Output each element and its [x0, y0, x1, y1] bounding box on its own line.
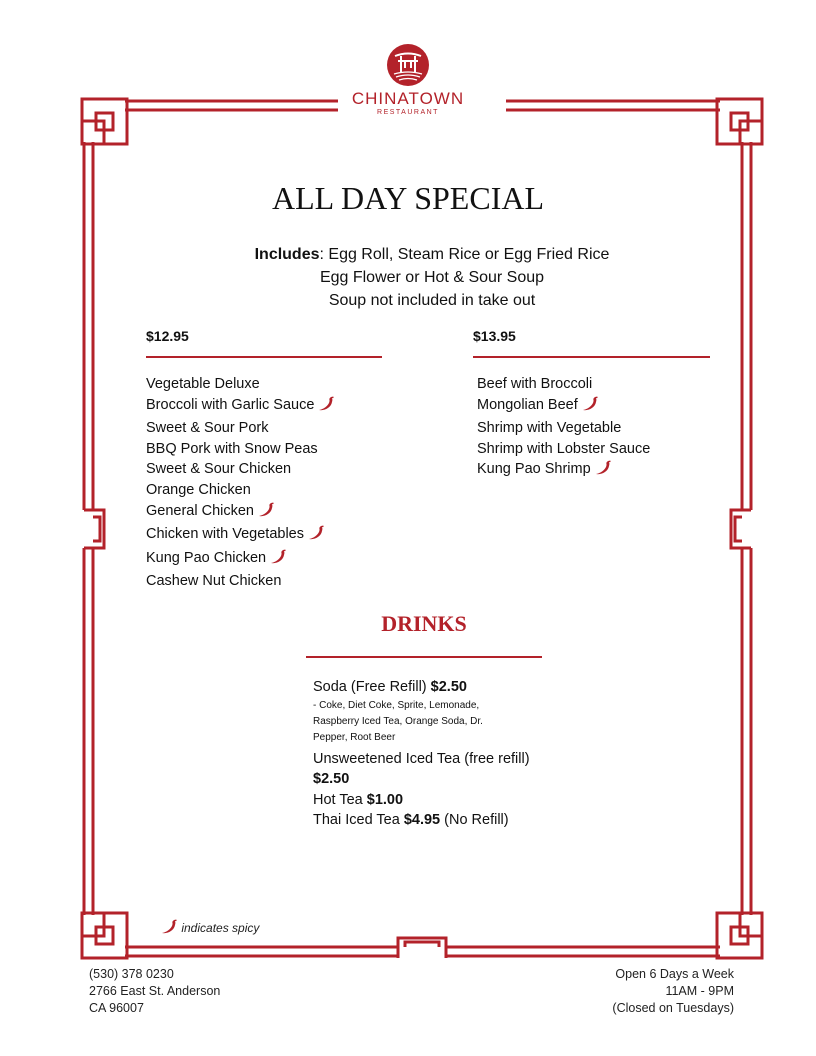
- chili-pepper-icon: [317, 396, 335, 419]
- brand-name: CHINATOWN: [351, 89, 465, 108]
- menu-item-name: Kung Pao Shrimp: [477, 461, 591, 478]
- footer-closed: (Closed on Tuesdays): [612, 1001, 734, 1015]
- price-right: $13.95: [473, 328, 516, 344]
- soda-flavor-line-1: - Coke, Diet Coke, Sprite, Lemonade,: [313, 699, 480, 711]
- pagoda-gate-icon: [385, 42, 431, 88]
- menu-item-name: Mongolian Beef: [477, 396, 578, 413]
- chili-pepper-icon: [581, 396, 599, 419]
- menu-item: [146, 459, 335, 480]
- menu-item: [477, 418, 650, 439]
- chili-pepper-icon: [269, 549, 287, 572]
- menu-item: [146, 374, 335, 395]
- menu-item: [146, 524, 335, 548]
- includes-line-2: Egg Flower or Hot & Sour Soup: [319, 269, 545, 286]
- menu-item: [477, 395, 650, 419]
- includes-block: [200, 243, 664, 312]
- footer-time: 11AM - 9PM: [665, 984, 734, 998]
- brand-subtitle: RESTAURANT: [377, 109, 439, 116]
- menu-item: [477, 459, 650, 483]
- footer-phone: (530) 378 0230: [89, 967, 174, 981]
- menu-list-right: [477, 374, 650, 483]
- menu-item-name: BBQ Pork with Snow Peas: [146, 440, 318, 457]
- menu-item: [146, 571, 335, 592]
- footer-days: Open 6 Days a Week: [615, 967, 734, 981]
- drink-thai-tea: Thai Iced Tea $4.95 (No Refill): [313, 812, 509, 828]
- price-left: $12.95: [146, 328, 189, 344]
- chili-pepper-icon: [257, 502, 275, 525]
- soda-flavor-line-3: Pepper, Root Beer: [313, 731, 396, 743]
- menu-item: [146, 439, 335, 460]
- menu-item: [146, 480, 335, 501]
- drink-hot-tea: Hot Tea $1.00: [313, 791, 404, 808]
- menu-item-name: Sweet & Sour Chicken: [146, 461, 292, 478]
- menu-item: [146, 418, 335, 439]
- menu-item-name: Cashew Nut Chicken: [146, 573, 282, 590]
- menu-item: [477, 374, 650, 395]
- menu-item-name: Vegetable Deluxe: [146, 376, 260, 392]
- soda-flavor-line-2: Raspberry Iced Tea, Orange Soda, Dr.: [313, 715, 483, 727]
- drinks-list: [313, 677, 563, 831]
- footer-hours: [560, 966, 734, 1017]
- chili-pepper-icon: [307, 525, 325, 548]
- rule-drinks: [306, 656, 542, 658]
- menu-list-left: [146, 374, 335, 592]
- menu-item-name: Shrimp with Vegetable: [477, 420, 622, 437]
- drinks-title: DRINKS: [381, 611, 467, 636]
- includes-line-1: : Egg Roll, Steam Rice or Egg Fried Rice: [319, 246, 610, 263]
- brand-logo: [340, 42, 476, 118]
- rule-left: [146, 356, 382, 358]
- page-title: ALL DAY SPECIAL: [271, 180, 544, 216]
- menu-item-name: Beef with Broccoli: [477, 376, 593, 392]
- spicy-legend: [157, 919, 259, 938]
- menu-item-name: Chicken with Vegetables: [146, 526, 304, 543]
- chili-pepper-icon: [160, 919, 178, 938]
- drink-iced-tea-price: $2.50: [313, 771, 350, 787]
- menu-item: [146, 395, 335, 419]
- menu-item-name: Sweet & Sour Pork: [146, 420, 269, 437]
- drink-iced-tea: Unsweetened Iced Tea (free refill): [313, 750, 530, 767]
- includes-label: Includes: [254, 246, 320, 263]
- footer-contact: [89, 966, 220, 1017]
- menu-item-name: Orange Chicken: [146, 481, 251, 498]
- drink-soda: Soda (Free Refill) $2.50: [313, 679, 467, 695]
- footer-address-2: CA 96007: [89, 1001, 144, 1015]
- menu-item-name: General Chicken: [146, 502, 254, 519]
- menu-item: [146, 548, 335, 572]
- rule-right: [473, 356, 710, 358]
- chili-pepper-icon: [594, 460, 612, 483]
- includes-line-3: Soup not included in take out: [328, 292, 536, 309]
- drink-hot-tea-price: $1.00: [366, 791, 404, 808]
- menu-item-name: Kung Pao Chicken: [146, 549, 267, 566]
- menu-item: [477, 439, 650, 460]
- legend-text: indicates spicy: [181, 921, 260, 935]
- menu-item: [146, 501, 335, 525]
- menu-item-name: Broccoli with Garlic Sauce: [146, 396, 315, 413]
- menu-item-name: Shrimp with Lobster Sauce: [477, 440, 651, 457]
- footer-address-1: 2766 East St. Anderson: [89, 984, 221, 998]
- drink-thai-tea-price: $4.95: [403, 812, 441, 828]
- drink-soda-price: $2.50: [430, 679, 467, 695]
